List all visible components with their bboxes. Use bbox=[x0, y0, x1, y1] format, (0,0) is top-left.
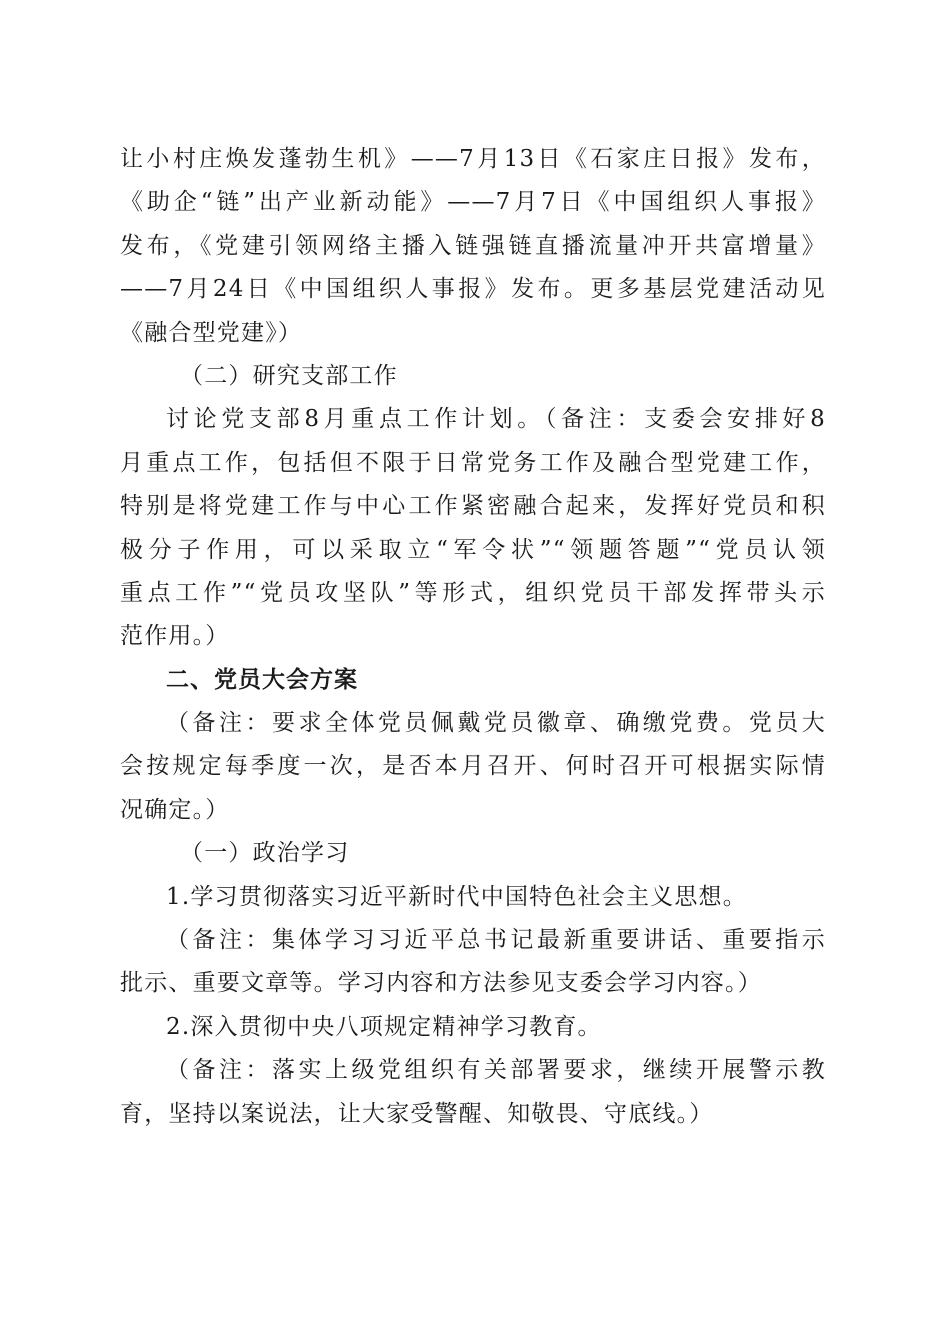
paragraph-line: 让小村庄焕发蓬勃生机》——7月13日《石家庄日报》发布， bbox=[120, 146, 826, 172]
paragraph-line: （备注：集体学习习近平总书记最新重要讲话、重要指示 bbox=[166, 927, 826, 954]
paragraph-line: （备注：落实上级党组织有关部署要求，继续开展警示教 bbox=[166, 1057, 826, 1084]
paragraph-line: 极分子作用，可以采取立“军令状”“领题答题”“党员认领 bbox=[120, 536, 826, 563]
list-item: 2.深入贯彻中央八项规定精神学习教育。 bbox=[166, 1013, 602, 1040]
paragraph-line: 批示、重要文章等。学习内容和方法参见支委会学习内容。） bbox=[120, 970, 762, 997]
document-body bbox=[120, 138, 826, 1136]
paragraph-line: 月重点工作，包括但不限于日常党务工作及融合型党建工作， bbox=[120, 449, 826, 476]
main-heading: 二、党员大会方案 bbox=[166, 666, 358, 693]
paragraph-line: 讨论党支部8月重点工作计划。（备注：支委会安排好8 bbox=[166, 406, 826, 433]
paragraph-line: 况确定。） bbox=[120, 796, 230, 823]
paragraph-line: ——7月24日《中国组织人事报》发布。更多基层党建活动见 bbox=[120, 276, 826, 303]
paragraph-line: （备注：要求全体党员佩戴党员徽章、确缴党费。党员大 bbox=[166, 710, 826, 737]
paragraph-line: 《融合型党建》） bbox=[120, 319, 303, 346]
paragraph-line: 《助企“链”出产业新动能》——7月7日《中国组织人事报》 bbox=[120, 189, 826, 216]
paragraph-line: 会按规定每季度一次，是否本月召开、何时召开可根据实际情 bbox=[120, 753, 826, 780]
section-heading: （二）研究支部工作 bbox=[180, 362, 398, 389]
paragraph-line: 重点工作”“党员攻坚队”等形式，组织党员干部发挥带头示 bbox=[120, 579, 826, 606]
paragraph-line: 特别是将党建工作与中心工作紧密融合起来，发挥好党员和积 bbox=[120, 493, 826, 520]
paragraph-line: 育，坚持以案说法，让大家受警醒、知敬畏、守底线。） bbox=[120, 1100, 714, 1127]
section-heading: （一）政治学习 bbox=[180, 840, 350, 867]
paragraph-line: 发布，《党建引领网络主播入链强链直播流量冲开共富增量》 bbox=[120, 232, 826, 259]
paragraph-line: 范作用。） bbox=[120, 623, 230, 650]
list-item: 1.学习贯彻落实习近平新时代中国特色社会主义思想。 bbox=[166, 883, 747, 910]
